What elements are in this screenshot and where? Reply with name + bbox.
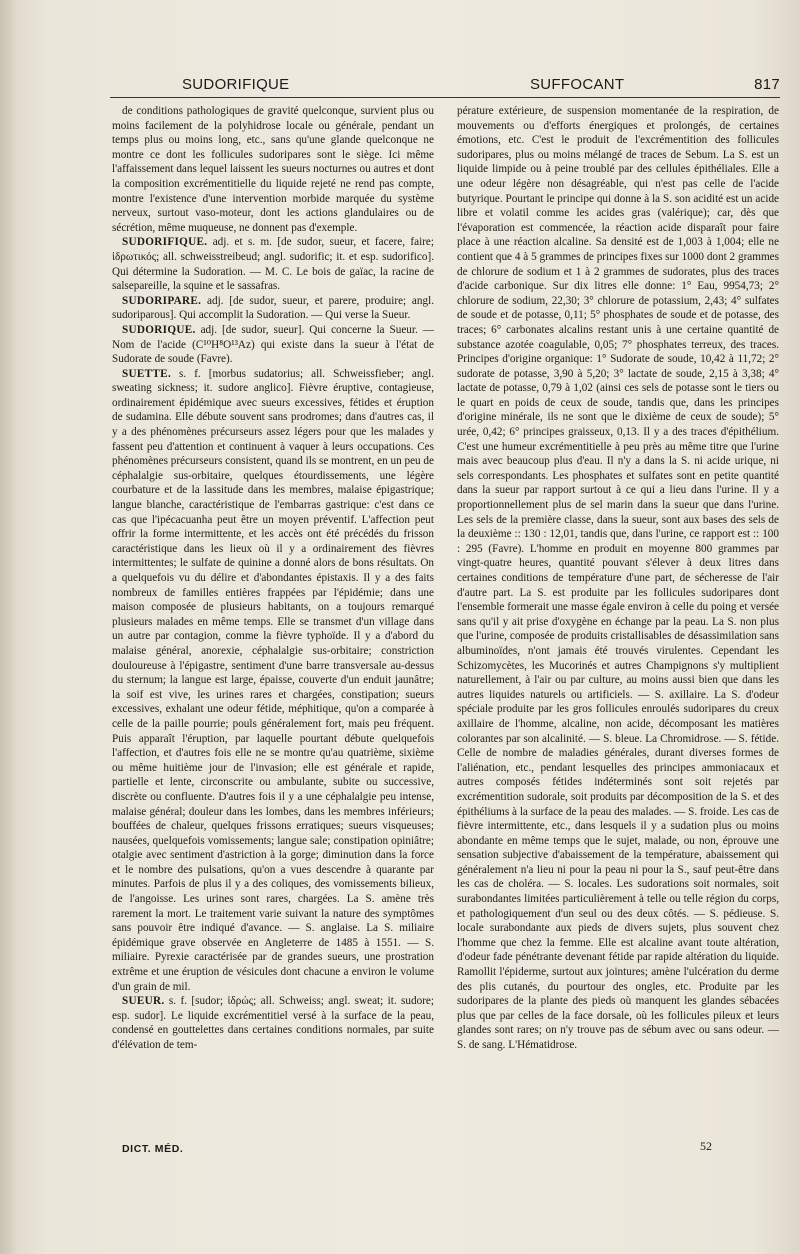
left-column — [112, 104, 434, 1134]
footer-signature: DICT. MÉD. — [122, 1143, 184, 1155]
header-rule — [110, 97, 780, 98]
entry-sudorifique: SUDORIFIQUE. adj. et s. m. [de sudor, sueur, et facere, faire; ἱδρωτικός; all. schweisstreibeud; angl. sudorific; it. et esp. sudorifico]. Qui détermine la Sudoration. — M. C. Le bois de gaïac, la racine de salsepareille, la squine et le sassafras. — [112, 236, 434, 293]
entry-sudorique: SUDORIQUE. adj. [de sudor, sueur]. Qui concerne la Sueur. — Nom de l'acide (C¹⁰H⁸O¹³Az) qui existe dans la sueur à l'état de Sudorate de soude (Favre). — [112, 323, 434, 366]
right-column — [457, 104, 779, 1120]
page-gutter-shadow — [0, 0, 18, 1254]
page-number: 817 — [754, 76, 780, 93]
running-header — [110, 70, 780, 96]
header-right-word: SUFFOCANT — [530, 76, 625, 93]
header-left-word: SUDORIFIQUE — [182, 76, 290, 93]
entry-suette: SUETTE. s. f. [morbus sudatorius; all. Schweissfieber; angl. sweating sickness; it. sudore anglico]. Fièvre éruptive, contagieuse, ordinairement épidémique avec sueurs excessives, fétides et éruption de sudamina. Elle débute souvent sans prodromes; dans d'autres cas, il y a des phénomènes précurseurs assez légers pour que les malades y fassent peu d'attention et continuent à vaquer à leurs occupations. Ces phénomènes précurseurs consistent, quand ils se montrent, en un peu de céphalalgie sus-orbitaire, quelques étourdissements, une légère courbature et de la lassitude dans les membres, malaise épigastrique; langue blanche, caractéristique de l'embarras gastrique: c'est dans ce cas que l'ipécacuanha peut être un moyen préventif. L'affection peut offrir la forme intermittente, et les accès ont été précédés du frisson caractéristique dans les lieux où il y a ordinairement des fièvres intermittentes; le sulfate de quinine a donné alors de bons résultats. On a quelquefois vu du délire et d'abondantes épistaxis. Il y a des faits nombreux de familles entières frappées par l'épidémie; dans une maison composée de plusieurs habitants, on a toujours remarqué plusieurs malades en même temps. Elle se transmet d'un village dans un autre par contagion, comme la fièvre typhoïde. Il y a d'abord du malaise général, anorexie, céphalalgie sus-orbitaire; constriction douloureuse à l'épigastre, sentiment d'une barre transversale au-dessus du sternum; la langue est large, épaisse, couverte d'un enduit jaunâtre; la soif est vive, les urines rares et chargées, constipation; sueurs excessives, exhalant une odeur fétide, méphitique, qu'on a comparée à celle de la paille pourrie; pouls généralement fort, mais peu fréquent. Puis apparaît l'éruption, par laquelle pourtant débute quelquefois l'affection, et d'autres fois elle ne se montre qu'au quatrième, sixième ou même huitième jour de l'invasion; elle est générale et rapide, partielle et lente, circonscrite ou ambulante, subite ou successive, discrète ou confluente. D'autres fois il y a une céphalalgie peu intense, malaise général; douleur dans les lombes, dans les membres inférieurs; bouffées de chaleur, quelques frissons erratiques; sueurs visqueuses; nausées, quelquefois vomissements; langue sale; constipation opiniâtre; otalgie avec sentiment d'astriction à la gorge; diminution dans la force et le nombre des pulsations, qu'on a vues descendre à quarante par minutes. Parfois de plus il y a des coliques, des vomissements bilieux, de l'angoisse. Les urines sont rares, chargées. La S. amène très rarement la mort. Le traitement varie suivant la nature des symptômes sans pouvoir être indiqué d'avance. — S. anglaise. La S. miliaire épidémique grave observée en Angleterre de 1485 à 1551. — S. miliaire. Pyrexie caractérisée par de grandes sueurs, une prostration extrême et une éruption de vésicules dont chacune a environ le volume d'un grain de mil. — [112, 367, 434, 993]
entry-sueur-continued: pérature extérieure, de suspension momentanée de la respiration, de mouvements ou d'efforts énergiques et prolongés, de certaines émotions, etc. C'est le produit de l'excrémentition des follicules sudoripares, plus ou moins mélangé de traces de Sebum. La S. est un liquide limpide ou à peine troublé par des cellules épithéliales. Elle a une odeur légère non désagréable, qui n'est pas celle de l'acide butyrique. Pourtant le principe qui donne à la S. son acidité est un acide libre et volatil comme les acides gras (valérique); car, dès que l'évaporation est commencée, la réaction acide disparaît pour faire place à une réaction alcaline. Sa densité est de 1,003 à 1,004; elle ne contient que 4 à 5 grammes de principes fixes sur 1000 dont 2 grammes de chlorure de sodium et 1 à 2 grammes de sudorates, plus des traces d'acide carbonique. Sur dix litres elle donne: 1° Eau, 9954,73; 2° chlorure de sodium, 22,30; 3° chlorure de potassium, 2,43; 4° sulfates de soude et de potasse, 0,11; 5° phosphates de soude et de potasse, des traces; 6° carbonates alcalins restant unis à une certaine quantité de substance azotée coagulable, 0,05; 7° phosphates terreux, des traces. Principes d'origine organique: 1° Sudorate de soude, 10,42 à 11,72; 2° sudorate de potasse, 3,90 à 5,20; 3° lactate de soude, 2,15 à 3,38; 4° lactate de potasse, 0,79 à 1,02 (ainsi ces sels de potasse sont le tiers ou le quart en poids de ceux de soude, tandis que, dans les principes d'origine minérale, ils ne sont que le dixième de ceux de soude); 5° urée, 0,42; 6° principes graisseux, 0,13. Il y a des traces d'épithélium. C'est une humeur excrémentitielle à peu près au même titre que l'urine mais avec beaucoup plus d'eau. Il n'y a dans la S. ni acide urique, ni sels correspondants. Les phosphates et sulfates sont en petite quantité dans la sueur par rapport surtout à ce qui a lieu dans l'urine. Il y a proportionnellement plus de sel marin dans la sueur que dans l'urine. Les sels de la première classe, dans la sueur, sont aux bases des sels de la deuxième :: 130 : 12,01, tandis que, dans l'urine, ce rapport est :: 100 : 295 (Favre). L'homme en produit en moyenne 800 grammes par vingt-quatre heures, quantité pouvant s'élever à deux litres dans certaines conditions de température d'une part, de sécheresse de l'air d'autre part. La S. est produite par les follicules sudoripares dont l'ensemble formerait une masse égale environ à celle du poing et versée sans qu'il y ait prise d'oxygène en échange par la peau. La S. non plus que l'urine, composée de produits cristallisables de désassimilation sans albuminoïdes, n'ont jamais été trouvés virulentes. Cependant les Schizomycètes, les Mucorinés et autres Champignons s'y multiplient naturellement, à l'air ou par culture, au moins aussi bien que dans les autres liquides naturels ou artificiels. — S. axillaire. La S. d'odeur spéciale produite par les gros follicules enroulés sudoripares du creux axillaire de l'homme, alcaline, non acide, décomposant les matières colorantes par son alcalinité. — S. bleue. La Chromidrose. — S. fétide. Celle de nombre de maladies générales, durant diverses formes de l'aliénation, etc., pendant lesquelles des principes ammoniacaux et autres composés fétides indéterminés sont soit rejetés par excrémentition sudorale, soit produits par décomposition de la S. et des épithéliums à la surface de la peau des malades. — S. froide. Les cas de fièvre intermittente, etc., dans lesquels il y a sudation plus ou moins abondante en même temps que le sujet, malade, ou non, éprouve une sensation subjective d'abaissement de la température, abaissement qui généralement n'a lieu ni pour la peau ni pour la S., sauf peut-être dans les cas de choléra. — S. locales. Les sudorations soit normales, soit surabondantes limitées particulièrement à telle ou telle région du corps, et pathologiquement d'un seul ou des deux côtés. — S. pédieuse. S. locale surabondante aux pieds de divers sujets, plus souvent chez l'homme que chez la femme. Elle est alcaline avant toute altération, d'odeur fade pénétrante devenant fétide par rapide altération du liquide. Ramollit l'épiderme, surtout aux jointures; amène l'ulcération du derme des plis cutanés, du pourtour des ongles, etc. Produite par les sudoripares de la plante des pieds où manquent les glandes sébacées plus que par celles de la face dorsale, où les follicules pileux et leurs glandes sont rares; on n'y trouve pas de sébum avec ou sans odeur. — S. de sang. L'Hématidrose. — [457, 105, 779, 1051]
footer-signature-number: 52 — [700, 1139, 712, 1153]
paragraph-continuation: de conditions pathologiques de gravité quelconque, survient plus ou moins facilement de la polyhidrose locale ou générale, pendant un temps plus ou moins long, etc., sans qu'une glande quelconque ne montre ce dont les follicules sudoripares sont le siège. Ici même l'affaissement dans lequel laissent les sueurs nocturnes ou autres et dont la composition excrémentitielle du liquide rejeté ne rend pas compte, montre l'existence d'une intervention morbide marquée du système nerveux, surtout vaso-moteur, dont les actions glandulaires ou de sécrétion, même muqueuse, ne donnent pas d'exemple. — [112, 105, 434, 234]
entry-sudoripare: SUDORIPARE. adj. [de sudor, sueur, et parere, produire; angl. sudoriparous]. Qui accomplit la Sudoration. — Qui verse la Sueur. — [112, 294, 434, 322]
entry-sueur: SUEUR. s. f. [sudor; ἱδρώς; all. Schweiss; angl. sweat; it. sudore; esp. sudor]. Le liquide excrémentitiel versé à la surface de la peau, condensé en gouttelettes dans certaines conditions normales, par suite d'élévation de tem- — [112, 995, 434, 1051]
